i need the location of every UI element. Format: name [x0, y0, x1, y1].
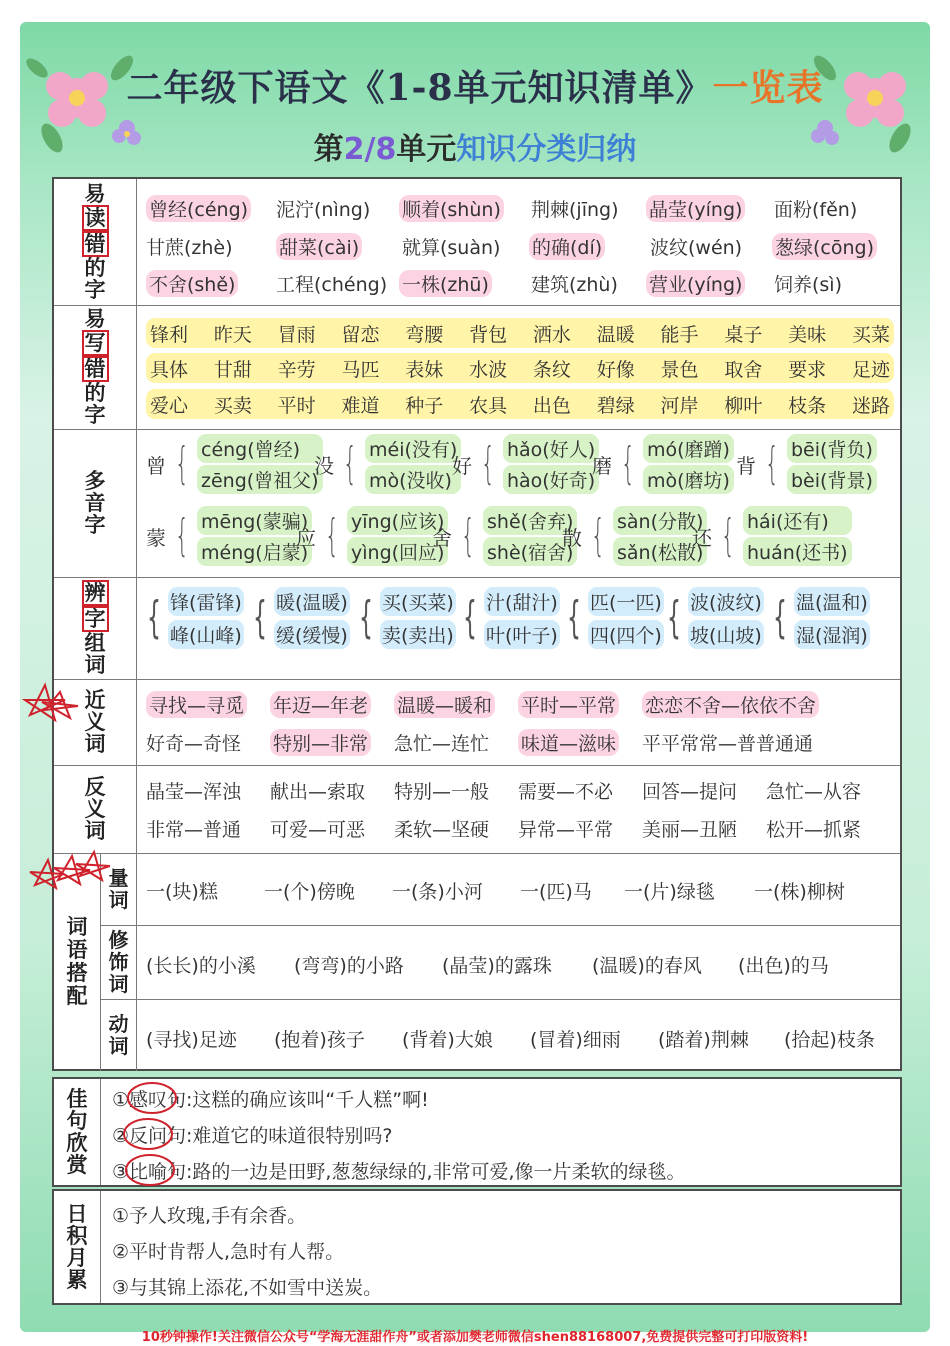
polyphonic-group: 好 { hǎo(好人) hào(好奇) — [452, 433, 599, 495]
word-item: 留恋 — [341, 323, 380, 346]
word-item: 温暖 — [596, 323, 635, 346]
character-pair: { 温(温和) 湿(湿润) — [766, 585, 870, 651]
synonym-pair: 温暖—暖和 — [394, 691, 495, 718]
word-item: 柳叶 — [724, 394, 763, 417]
word-item: 河岸 — [660, 394, 699, 417]
word-item: 一株(zhū) — [399, 270, 492, 297]
word-item: 荆棘(jīng) — [531, 199, 619, 221]
subsection-label-modifier: 修 饰 词 — [101, 925, 137, 1000]
section-label: 反 义 词 — [54, 765, 137, 853]
section-label: 多 音 字 — [54, 429, 137, 577]
character-pair: { 匹(一匹) 四(四个) — [560, 585, 664, 651]
antonym-pair: 特别—一般 — [394, 781, 490, 803]
word-item: 工程(chéng) — [276, 274, 388, 296]
synonym-pair: 特别—非常 — [270, 729, 371, 756]
word-item: 辛劳 — [277, 358, 316, 381]
sentence-line: ③比喻句:路的一边是田野,葱葱绿绿的,非常可爱,像一片柔软的绿毯。 — [112, 1161, 686, 1183]
word-item: 甘蔗(zhè) — [146, 237, 233, 259]
modifier-item: (温暖)的春风 — [592, 955, 702, 977]
word-item: 马匹 — [341, 358, 380, 381]
page-subtitle: 第2/8单元知识分类归纳 — [313, 132, 637, 167]
measure-word-item: 一(匹)马 — [520, 881, 592, 903]
word-item: 的确(dí) — [529, 233, 605, 260]
section-label: 易 读 错 的 字 — [54, 179, 137, 305]
verb-item: (抱着)孩子 — [274, 1029, 365, 1051]
word-item: 水波 — [469, 358, 508, 381]
synonym-pair: 平平常常—普普通通 — [642, 733, 814, 755]
verb-item: (冒着)细雨 — [530, 1029, 621, 1051]
polyphonic-group: 散 { sàn(分散) sǎn(松散) — [562, 505, 707, 567]
section-sentence-appreciation — [52, 1077, 902, 1187]
word-item: 泥泞(nìng) — [276, 199, 371, 221]
antonym-pair: 柔软—坚硬 — [394, 819, 490, 841]
word-item: 锋利 — [150, 323, 189, 346]
word-item: 取舍 — [724, 358, 763, 381]
modifier-item: (晶莹)的露珠 — [442, 955, 552, 977]
word-item: 买卖 — [213, 394, 252, 417]
word-item: 条纹 — [532, 358, 571, 381]
synonym-pair: 好奇—奇怪 — [146, 733, 242, 755]
antonym-pair: 急忙—从容 — [766, 781, 862, 803]
word-item: 弯腰 — [405, 323, 444, 346]
word-item: 买菜 — [851, 323, 890, 346]
word-item: 建筑(zhù) — [531, 274, 618, 296]
synonym-pair: 平时—平常 — [518, 691, 619, 718]
word-item: 桌子 — [724, 323, 763, 346]
word-item: 就算(suàn) — [402, 237, 501, 259]
word-item: 景色 — [660, 358, 699, 381]
polyphonic-group: 舍 { shě(舍弃) shè(宿舍) — [432, 505, 577, 567]
section-synonyms — [54, 679, 900, 766]
proverb-line: ①予人玫瑰,手有余香。 — [112, 1205, 307, 1227]
antonym-pair: 非常—普通 — [146, 819, 242, 841]
verb-item: (踏着)荆棘 — [658, 1029, 749, 1051]
word-item: 营业(yíng) — [646, 270, 745, 297]
word-item: 顺着(shùn) — [399, 195, 504, 222]
measure-word-item: 一(条)小河 — [392, 881, 483, 903]
word-item: 迷路 — [851, 394, 890, 417]
measure-word-item: 一(片)绿毯 — [624, 881, 715, 903]
word-item: 甜菜(cài) — [276, 233, 362, 260]
modifier-item: (长长)的小溪 — [146, 955, 256, 977]
section-label: 佳 句 欣 赏 — [54, 1079, 101, 1185]
section-label: 日 积 月 累 — [54, 1191, 101, 1303]
section-label: 易 写 错 的 字 — [54, 305, 137, 429]
word-item: 农具 — [469, 394, 508, 417]
section-distinguish-characters — [54, 577, 900, 680]
word-item: 爱心 — [150, 394, 189, 417]
synonym-pair: 寻找—寻觅 — [146, 691, 247, 718]
sentence-line: ①感叹句:这糕的确应该叫“千人糕”啊! — [112, 1089, 429, 1111]
word-item: 波纹(wén) — [650, 237, 743, 259]
synonym-pair: 味道—滋味 — [518, 729, 619, 756]
word-item: 种子 — [405, 394, 444, 417]
polyphonic-group: 磨 { mó(磨蹭) mò(磨坊) — [592, 433, 734, 495]
character-pair: { 波(波纹) 坡(山坡) — [660, 585, 764, 651]
section-daily-accumulation — [52, 1189, 902, 1305]
word-item: 洒水 — [532, 323, 571, 346]
verb-item: (寻找)足迹 — [146, 1029, 237, 1051]
word-item: 美味 — [788, 323, 827, 346]
modifier-item: (出色)的马 — [738, 955, 829, 977]
antonym-pair: 回答—提问 — [642, 781, 738, 803]
section-easy-miswrite — [54, 305, 900, 430]
word-item: 曾经(céng) — [146, 195, 251, 222]
word-item: 葱绿(cōng) — [772, 233, 877, 260]
antonym-pair: 献出—索取 — [270, 781, 366, 803]
synonym-pair: 恋恋不舍—依依不舍 — [642, 691, 819, 718]
word-item: 足迹 — [851, 358, 890, 381]
word-item: 甘甜 — [213, 358, 252, 381]
polyphonic-group: 蒙 { mēng(蒙骗) méng(启蒙) — [146, 505, 312, 567]
section-word-collocation — [54, 853, 900, 1071]
word-item: 背包 — [469, 323, 508, 346]
word-item: 碧绿 — [596, 394, 635, 417]
word-item: 饲养(sì) — [774, 274, 843, 296]
antonym-pair: 晶莹—浑浊 — [146, 781, 242, 803]
section-label: 辨 字 组 词 — [54, 577, 137, 679]
character-pair: { 暖(温暖) 缓(缓慢) — [246, 585, 350, 651]
knowledge-table — [52, 177, 902, 1071]
section-polyphonic — [54, 429, 900, 578]
word-item: 难道 — [341, 394, 380, 417]
verb-item: (背着)大娘 — [402, 1029, 493, 1051]
section-label: 词 语 搭 配 — [54, 853, 101, 1071]
word-item: 昨天 — [213, 323, 252, 346]
character-pair: { 锋(雷锋) 峰(山峰) — [140, 585, 244, 651]
measure-word-item: 一(株)柳树 — [754, 881, 845, 903]
character-pair: { 买(买菜) 卖(卖出) — [352, 585, 456, 651]
word-item: 不舍(shě) — [146, 270, 238, 297]
word-item: 能手 — [660, 323, 699, 346]
sentence-line: ②反问句:难道它的味道很特别吗? — [112, 1125, 393, 1147]
proverb-line: ②平时肯帮人,急时有人帮。 — [112, 1241, 345, 1263]
modifier-item: (弯弯)的小路 — [294, 955, 404, 977]
character-pair: { 汁(甜汁) 叶(叶子) — [456, 585, 560, 651]
word-item: 晶莹(yíng) — [646, 195, 745, 222]
page-title: 二年级下语文《1-8单元知识清单》一览表 — [126, 67, 824, 109]
proverb-line: ③与其锦上添花,不如雪中送炭。 — [112, 1277, 383, 1299]
polyphonic-group: 曾 { céng(曾经) zēng(曾祖父) — [146, 433, 323, 495]
word-item: 要求 — [788, 358, 827, 381]
section-antonyms — [54, 765, 900, 854]
subsection-label-measure: 量 词 — [101, 853, 137, 926]
subsection-label-verb: 动 词 — [101, 999, 137, 1071]
word-item: 出色 — [532, 394, 571, 417]
word-item: 平时 — [277, 394, 316, 417]
antonym-pair: 需要—不必 — [518, 781, 614, 803]
polyphonic-group: 背 { bēi(背负) bèi(背景) — [736, 433, 877, 495]
antonym-pair: 可爱—可恶 — [270, 819, 366, 841]
word-item: 具体 — [150, 358, 189, 381]
section-easy-misread — [54, 179, 900, 306]
section-label: 近 义 词 — [54, 679, 137, 765]
word-item: 好像 — [596, 358, 635, 381]
measure-word-item: 一(块)糕 — [146, 881, 218, 903]
word-item: 枝条 — [788, 394, 827, 417]
measure-word-item: 一(个)傍晚 — [264, 881, 355, 903]
verb-item: (拾起)枝条 — [784, 1029, 875, 1051]
word-item: 冒雨 — [277, 323, 316, 346]
synonym-pair: 急忙—连忙 — [394, 733, 490, 755]
polyphonic-group: 没 { méi(没有) mò(没收) — [314, 433, 461, 495]
synonym-pair: 年迈—年老 — [270, 691, 371, 718]
footer-notice: 10秒钟操作!关注微信公众号“学海无涯甜作舟”或者添加樊老师微信shen88168007,免费提供完整可打印版资料! — [141, 1330, 809, 1345]
word-item: 表妹 — [405, 358, 444, 381]
antonym-pair: 异常—平常 — [518, 819, 614, 841]
polyphonic-group: 应 { yīng(应该) yìng(回应) — [296, 505, 448, 567]
polyphonic-group: 还 { hái(还有) huán(还书) — [692, 505, 852, 567]
word-item: 面粉(fěn) — [774, 199, 858, 221]
antonym-pair: 美丽—丑陋 — [642, 819, 738, 841]
antonym-pair: 松开—抓紧 — [766, 819, 862, 841]
